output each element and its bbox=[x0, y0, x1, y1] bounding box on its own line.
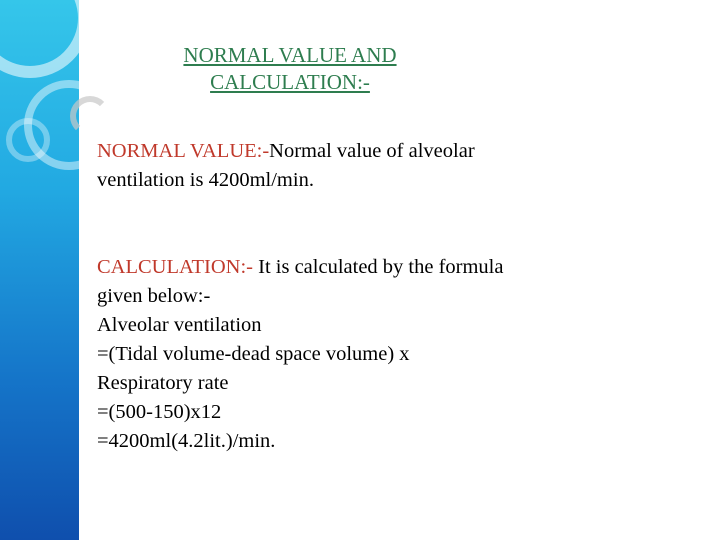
calculation-line: =4200ml(4.2lit.)/min. bbox=[97, 430, 276, 452]
normal-value-line bbox=[97, 137, 697, 166]
calculation-line: Alveolar ventilation bbox=[97, 314, 262, 336]
calculation-line: =(500-150)x12 bbox=[97, 401, 222, 423]
decorative-ring bbox=[70, 96, 110, 136]
normal-value-text: Normal value of alveolar bbox=[269, 140, 475, 162]
normal-value-line: ventilation is 4200ml/min. bbox=[97, 169, 314, 191]
title-line: CALCULATION:- bbox=[210, 70, 370, 94]
title-line: NORMAL VALUE AND bbox=[183, 43, 397, 67]
calculation-line: given below:- bbox=[97, 285, 211, 307]
calculation-line: Respiratory rate bbox=[97, 372, 229, 394]
calculation-text: It is calculated by the formula bbox=[253, 256, 504, 278]
normal-value-label: NORMAL VALUE:- bbox=[97, 140, 270, 162]
calculation-paragraph bbox=[97, 253, 697, 456]
decorative-ring bbox=[6, 118, 50, 162]
normal-value-paragraph bbox=[97, 137, 697, 195]
calculation-line: =(Tidal volume-dead space volume) x bbox=[97, 343, 410, 365]
slide-title bbox=[110, 42, 470, 96]
calculation-label: CALCULATION:- bbox=[97, 256, 254, 278]
calculation-line bbox=[97, 253, 697, 282]
